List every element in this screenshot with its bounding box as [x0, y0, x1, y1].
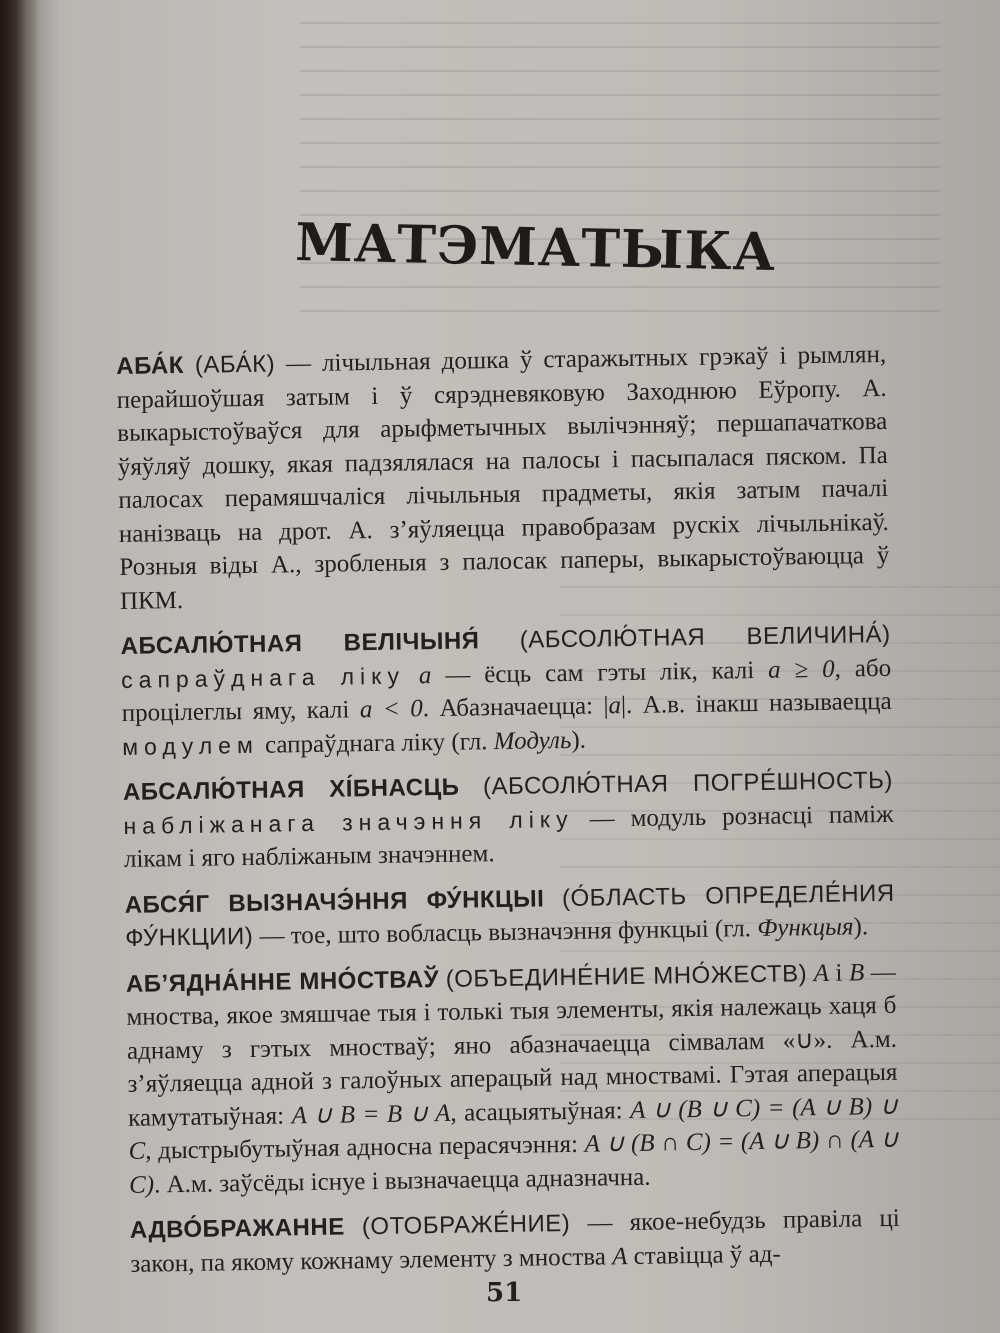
entry-term: АБА́К — [116, 351, 185, 380]
math-variable: A — [611, 1242, 628, 1270]
entry-definition: ). — [853, 913, 869, 941]
cross-reference: Модуль — [493, 726, 572, 755]
entry-definition: сапраўднага ліку (гл. — [264, 727, 488, 759]
math-variable: a — [418, 661, 432, 689]
entry-absolute-value — [120, 618, 892, 764]
entry-definition: . Абазначаецца: | — [422, 692, 609, 723]
page-number: 51 — [486, 1278, 523, 1308]
entry-term: АБСАЛЮ́ТНАЯ ХІ́БНАСЦЬ — [122, 773, 460, 806]
entry-russian-term: (ОТОБРАЖЕ́НИЕ) — [361, 1209, 571, 1241]
cross-reference: Функцыя — [756, 913, 854, 942]
entry-definition: — мноства, якое змяшчае тыя і толькі тыя элементы, якія належаць хаця б аднаму з гэтых мностваў; яно абазначаецца сімвалам «∪». А.м. з’яўляецца адной з галоўных аперацый над мноствамі. Гэтая аперацыя камутатыўная: — [126, 958, 898, 1132]
math-variable: A — [813, 959, 830, 987]
math-condition: a < 0 — [359, 695, 423, 724]
math-formula: A ∪ B = B ∪ A — [291, 1099, 451, 1129]
entry-spaced-text: модулем — [122, 731, 259, 760]
entry-mapping — [130, 1202, 901, 1281]
entry-definition: , дыстрыбутыўная адносна перасячэння: — [145, 1130, 579, 1165]
entry-russian-term: (ОБЪЕДИНЕ́НИЕ МНО́ЖЕСТВ) — [445, 959, 808, 993]
entry-russian-term: (АБА́К) — [194, 350, 276, 379]
entry-spaced-text: сапраўднага ліку — [120, 662, 406, 693]
entry-definition: — якое-небудзь правіла ці закон, па якому кожнаму элементу з мноства — [130, 1204, 900, 1278]
entry-definition: і — [835, 959, 843, 987]
entry-term: АДВО́БРАЖАННЕ — [129, 1213, 345, 1244]
math-condition: a ≥ 0 — [767, 655, 835, 684]
entry-definition: — тое, што вобласць вызначэння функцыі (гл. — [259, 915, 752, 950]
entry-spaced-text: наблiжанага значэння ліку — [123, 805, 574, 839]
entry-definition: — ёсць сам гэты лік, калі — [445, 656, 755, 689]
entry-definition: . А.м. заўсёды існуе і вызначаецца адназначна. — [153, 1163, 651, 1199]
entry-definition: — модуль рознасці паміж лікам і яго набліжаным значэннем. — [123, 800, 894, 873]
math-formula: A ∪ (B ∩ C) = (A ∪ B) ∩ (A ∪ C) — [128, 1125, 899, 1199]
entry-russian-term: (О́БЛАСТЬ ОПРЕДЕЛЕ́НИЯ ФУ́НКЦИИ) — [125, 879, 895, 952]
entry-definition: , або процілеглы яму, калі — [121, 654, 892, 727]
entry-abak — [116, 338, 890, 618]
entry-term: АБ’ЯДНА́ННЕ МНО́СТВАЎ — [125, 965, 440, 998]
entry-definition: — лічыльная дошка ў старажытных грэкаў і рымлян, перайшоўшая затым і ў сярэдневяковую Заходнюю Еўропу. А. выкарыстоўваўся для арыфметычных вылічэнняў; першапачаткова ўяўляў дошку, якая падзялялася на палосы і пасыпалася пяском. Па палосах перамяшчаліся лічыльныя прадметы, якія затым пачалі нанізваць на дрот. А. з’яўляецца правобразам рускіх лічыльнікаў. Розныя віды А., зробленыя з палосак паперы, выкарыстоўваюцца ў ПКМ. — [116, 340, 890, 615]
entry-definition: , асацыятыўная: — [450, 1096, 623, 1127]
math-variable: a — [608, 692, 622, 720]
entry-term: АБСАЛЮ́ТНАЯ ВЕЛІЧЫНЯ́ — [120, 627, 480, 660]
entry-definition: ). — [571, 726, 587, 754]
entry-definition: ставіцца ў ад- — [633, 1240, 781, 1270]
entry-domain-of-function — [124, 876, 895, 955]
entry-term: АБСЯ́Г ВЫЗНАЧЭ́ННЯ ФУ́НКЦЫІ — [124, 884, 545, 919]
math-variable: B — [848, 958, 865, 987]
entry-russian-term: (АБСОЛЮ́ТНАЯ ВЕЛИЧИНА́) — [519, 620, 891, 654]
entry-union-of-sets — [126, 955, 900, 1202]
page-title: МАТЭМАТЫКА — [294, 212, 777, 284]
dictionary-entries — [116, 338, 901, 1293]
entry-absolute-error — [123, 764, 894, 877]
math-formula: A ∪ (B ∪ C) = (A ∪ B) ∪ C — [128, 1092, 899, 1165]
entry-russian-term: (АБСОЛЮ́ТНАЯ ПОГРЕ́ШНОСТЬ) — [482, 766, 894, 801]
entry-definition: |. А.в. інакш называецца — [620, 687, 892, 720]
